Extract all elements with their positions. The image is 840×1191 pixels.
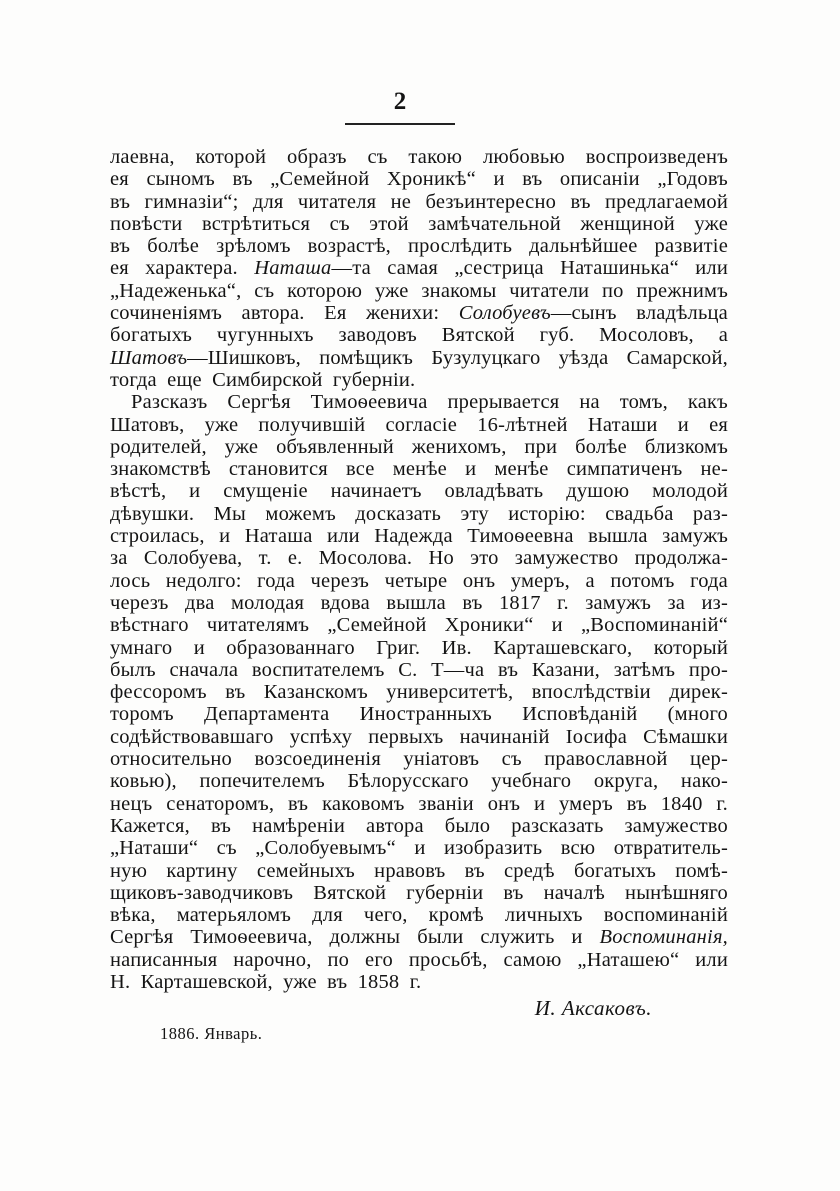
text-segment: —Шишковъ, помѣщикъ Бузулуцкаго уѣзда Самарской, xyxy=(187,346,728,369)
text-line: знакомствѣ становится все менѣе и менѣе симпатиченъ не- xyxy=(110,458,728,481)
text-line: ную картину семейныхъ нравовъ въ средѣ богатыхъ помѣ- xyxy=(110,859,728,882)
text-line: Н. Карташевской, уже въ 1858 г. xyxy=(110,970,422,993)
text-line: „Наташи“ съ „Солобуевымъ“ и изобразить всю отвратитель- xyxy=(110,837,728,860)
text-line: Шатовъ, уже получившій согласіе 16-лѣтней Наташи и ея xyxy=(110,413,728,436)
page-number: 2 xyxy=(393,88,407,115)
text-line: ея сыномъ въ „Семейной Хроникѣ“ и въ описаніи „Годовъ xyxy=(110,168,728,191)
text-line: написанныя нарочно, по его просьбѣ, самою „Наташею“ или xyxy=(110,948,728,971)
text-segment: Сергѣя Тимоѳеевича, должны были служить и xyxy=(110,926,600,949)
text-line: фессоромъ въ Казанскомъ университетѣ, впослѣдствіи дирек- xyxy=(110,681,728,704)
author-signature: И. Аксаковъ. xyxy=(534,996,652,1020)
text-line: дѣвушки. Мы можемъ досказать эту исторію: свадьба раз- xyxy=(110,502,728,525)
date-line: 1886. Январь. xyxy=(160,1024,263,1043)
text-segment: —та самая „сестрица Наташинька“ или xyxy=(331,257,728,280)
text-line: въ болѣе зрѣломъ возрастѣ, прослѣдить дальнѣйшее развитіе xyxy=(110,235,728,258)
text-line: содѣйствовавшаго успѣху первыхъ начинаній Іосифа Сѣмашки xyxy=(110,725,728,748)
text-line: умнаго и образованнаго Григ. Ив. Карташевскаго, который xyxy=(110,636,728,659)
body-text xyxy=(110,146,728,993)
text-line: былъ сначала воспитателемъ С. Т—ча въ Казани, затѣмъ про- xyxy=(110,658,728,681)
text-line xyxy=(110,257,728,279)
text-line: ковью), попечителемъ Бѣлорусскаго учебнаго округа, нако- xyxy=(110,770,728,793)
italic-name-shatov: Шатовъ xyxy=(110,346,188,369)
page-number-rule xyxy=(345,123,455,125)
text-line xyxy=(110,302,728,324)
text-line xyxy=(110,926,728,948)
text-line: относительно возсоединенія уніатовъ съ православной цер- xyxy=(110,748,728,771)
italic-title-vospominaniya: Воспоминанія, xyxy=(599,926,728,949)
text-line: въ гимназіи“; для читателя не безъинтересно въ предлагаемой xyxy=(110,190,728,213)
text-line: тогда еще Симбирской губерніи. xyxy=(110,368,416,391)
text-line: за Солобуева, т. е. Мосолова. Но это замужество продолжа- xyxy=(110,547,728,570)
text-line: вѣка, матерьяломъ для чего, кромѣ личныхъ воспоминаній xyxy=(110,904,728,927)
text-line: лось недолго: года черезъ четыре онъ умеръ, а потомъ года xyxy=(110,569,728,592)
text-line: лаевна, которой образъ съ такою любовью воспроизведенъ xyxy=(110,146,728,168)
italic-name-natasha: Наташа xyxy=(254,257,332,280)
text-line: вѣстѣ, и смущеніе начинаетъ овладѣвать душою молодой xyxy=(110,480,728,503)
text-line: черезъ два молодая вдова вышла въ 1817 г. замужъ за из- xyxy=(110,591,728,614)
text-segment: —сынъ владѣльца xyxy=(550,302,728,325)
paragraph xyxy=(110,391,728,993)
text-line: нецъ сенаторомъ, въ каковомъ званіи онъ и умеръ въ 1840 г. xyxy=(110,792,728,815)
text-line: вѣстнаго читателямъ „Семейной Хроники“ и „Воспоминаній“ xyxy=(110,614,728,637)
text-line xyxy=(110,347,728,369)
text-line: Кажется, въ намѣреніи автора было разсказать замужество xyxy=(110,814,728,837)
text-line: строилась, и Наташа или Надежда Тимоѳеевна вышла замужъ xyxy=(110,525,728,548)
text-line: родителей, уже объявленный женихомъ, при болѣе близкомъ xyxy=(110,435,728,458)
text-line: торомъ Департамента Иностранныхъ Исповѣданій (много xyxy=(110,703,728,726)
text-line: повѣсти встрѣтиться съ этой замѣчательной женщиной уже xyxy=(110,212,728,235)
text-line: богатыхъ чугунныхъ заводовъ Вятской губ. Мосоловъ, а xyxy=(110,324,728,347)
text-line: щиковъ-заводчиковъ Вятской губерніи въ началѣ нынѣшняго xyxy=(110,881,728,904)
italic-name-solobuev: Солобуевъ xyxy=(458,302,551,325)
paragraph xyxy=(110,146,728,391)
text-segment: сочиненіямъ автора. Ея женихи: xyxy=(110,302,459,325)
text-line: Разсказъ Сергѣя Тимоѳеевича прерывается на томъ, какъ xyxy=(131,391,728,414)
text-segment: ея характера. xyxy=(110,257,255,280)
text-line: „Надеженька“, съ которою уже знакомы читатели по прежнимъ xyxy=(110,279,728,302)
